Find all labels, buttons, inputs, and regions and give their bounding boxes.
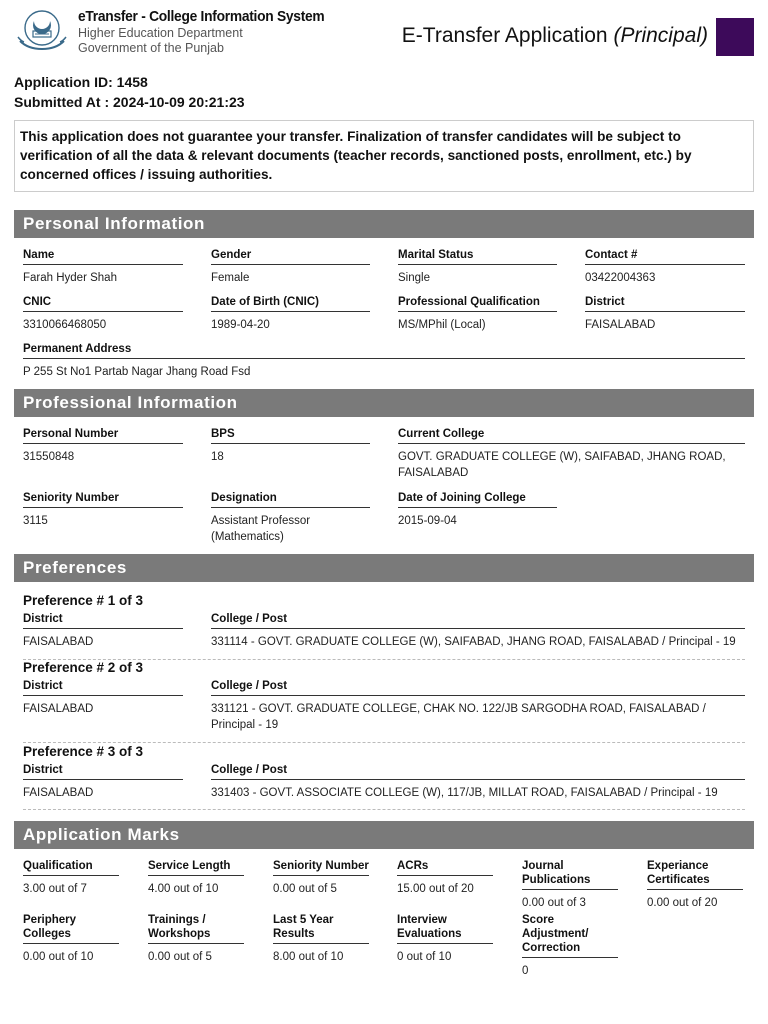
mark-value: 0 out of 10 — [397, 951, 452, 963]
field-label: District — [585, 295, 745, 312]
field-label: District — [23, 763, 183, 780]
field-label: College / Post — [211, 612, 745, 629]
mark-acrs — [397, 859, 493, 897]
department-name: Higher Education Department — [78, 26, 243, 40]
mark-label: Service Length — [148, 859, 244, 876]
field-label: Designation — [211, 491, 370, 508]
field-label: Gender — [211, 248, 370, 265]
mark-label: Last 5 Year Results — [273, 913, 369, 944]
mark-periphery-colleges — [23, 913, 119, 965]
field-value: Single — [398, 272, 430, 284]
field-label: District — [23, 612, 183, 629]
mark-experience-certificates — [647, 859, 743, 911]
field-value: Assistant Professor (Mathematics) — [211, 515, 311, 543]
field-value: GOVT. GRADUATE COLLEGE (W), SAIFABAD, JHANG ROAD, FAISALABAD — [398, 451, 726, 479]
mark-value: 0 — [522, 965, 529, 977]
field-value: 1989-04-20 — [211, 319, 270, 331]
page-title — [402, 24, 708, 48]
mark-label: ACRs — [397, 859, 493, 876]
mark-seniority-number — [273, 859, 369, 897]
mark-trainings-workshops — [148, 913, 244, 965]
submitted-at: Submitted At : 2024-10-09 20:21:23 — [14, 94, 245, 110]
contact-field — [585, 248, 745, 286]
field-value: 18 — [211, 451, 224, 463]
field-label: District — [23, 679, 183, 696]
mark-label: Score Adjustment/ Correction — [522, 913, 618, 958]
mark-value: 4.00 out of 10 — [148, 883, 219, 895]
mark-label: Periphery Colleges — [23, 913, 119, 944]
mark-value: 0.00 out of 10 — [23, 951, 94, 963]
preference-college-field — [211, 612, 745, 650]
mark-value: 0.00 out of 5 — [273, 883, 337, 895]
field-value: Female — [211, 272, 250, 284]
field-value: FAISALABAD — [23, 787, 94, 799]
field-label: Current College — [398, 427, 745, 444]
field-label: CNIC — [23, 295, 183, 312]
brand-block — [78, 8, 346, 55]
mark-journal-publications — [522, 859, 618, 911]
punjab-emblem-icon — [14, 7, 70, 55]
field-value: 331403 - GOVT. ASSOCIATE COLLEGE (W), 117/JB, MILLAT ROAD, FAISALABAD / Principal - 19 — [211, 787, 718, 799]
mark-label: Experiance Certificates — [647, 859, 743, 890]
application-info — [14, 72, 245, 112]
preference-divider — [23, 742, 745, 743]
bps-field — [211, 427, 370, 465]
field-value: P 255 St No1 Partab Nagar Jhang Road Fsd — [23, 366, 251, 378]
field-value: 3310066468050 — [23, 319, 107, 331]
personal-information-heading: Personal Information — [14, 210, 754, 238]
page-title-role: (Principal) — [613, 24, 708, 47]
personal-number-field — [23, 427, 183, 465]
field-label: Professional Qualification — [398, 295, 557, 312]
field-value: Farah Hyder Shah — [23, 272, 117, 284]
field-label: Permanent Address — [23, 342, 745, 359]
field-label: College / Post — [211, 679, 745, 696]
field-label: Date of Joining College — [398, 491, 557, 508]
field-value: FAISALABAD — [585, 319, 656, 331]
field-value: 2015-09-04 — [398, 515, 457, 527]
mark-label: Qualification — [23, 859, 119, 876]
field-value: 31550848 — [23, 451, 75, 463]
field-value: 331114 - GOVT. GRADUATE COLLEGE (W), SAIFABAD, JHANG ROAD, FAISALABAD / Principal - 19 — [211, 636, 736, 648]
mark-label: Journal Publications — [522, 859, 618, 890]
preference-district-field — [23, 679, 183, 717]
mark-service-length — [148, 859, 244, 897]
field-value: 03422004363 — [585, 272, 656, 284]
mark-label: Seniority Number — [273, 859, 369, 876]
mark-value: 8.00 out of 10 — [273, 951, 344, 963]
page-title-main: E-Transfer Application — [401, 24, 608, 47]
application-marks-heading: Application Marks — [14, 821, 754, 849]
accent-square — [716, 18, 754, 56]
preference-district-field — [23, 612, 183, 650]
field-label: Name — [23, 248, 183, 265]
preferences-heading: Preferences — [14, 554, 754, 582]
field-value: FAISALABAD — [23, 636, 94, 648]
field-value: 331121 - GOVT. GRADUATE COLLEGE, CHAK NO. 122/JB SARGODHA ROAD, FAISALABAD / Principal - 19 — [211, 703, 706, 731]
field-label: Seniority Number — [23, 491, 183, 508]
seniority-number-field — [23, 491, 183, 529]
application-id: Application ID: 1458 — [14, 74, 148, 90]
preference-divider — [23, 809, 745, 810]
mark-value: 0.00 out of 5 — [148, 951, 212, 963]
field-label: Contact # — [585, 248, 745, 265]
preference-title: Preference # 3 of 3 — [23, 744, 144, 759]
professional-information-heading: Professional Information — [14, 389, 754, 417]
name-field — [23, 248, 183, 286]
designation-field — [211, 491, 370, 545]
mark-qualification — [23, 859, 119, 897]
preference-title: Preference # 2 of 3 — [23, 660, 144, 675]
field-value: FAISALABAD — [23, 703, 94, 715]
mark-label: Interview Evaluations — [397, 913, 493, 944]
cnic-field — [23, 295, 183, 333]
disclaimer-notice: This application does not guarantee your transfer. Finalization of transfer candidates will be subject to verification of all the data & relevant documents (teacher records, sanctioned posts, enrollment, etc.) by concerned offices / issuing authorities. — [14, 120, 754, 192]
mark-value: 0.00 out of 3 — [522, 897, 586, 909]
mark-last-5-year-results — [273, 913, 369, 965]
page-header — [0, 0, 768, 68]
field-label: BPS — [211, 427, 370, 444]
dob-field — [211, 295, 370, 333]
current-college-field — [398, 427, 745, 481]
marital-status-field — [398, 248, 557, 286]
field-label: Personal Number — [23, 427, 183, 444]
mark-value: 0.00 out of 20 — [647, 897, 718, 909]
mark-label: Trainings / Workshops — [148, 913, 244, 944]
preference-college-field — [211, 679, 745, 733]
field-label: Marital Status — [398, 248, 557, 265]
government-name: Government of the Punjab — [78, 41, 224, 55]
address-field — [23, 342, 745, 380]
district-field — [585, 295, 745, 333]
gender-field — [211, 248, 370, 286]
field-value: 3115 — [23, 515, 48, 527]
qualification-field — [398, 295, 557, 333]
system-name: eTransfer - College Information System — [78, 8, 325, 25]
preference-college-field — [211, 763, 745, 801]
date-of-joining-field — [398, 491, 557, 529]
mark-score-adjustment — [522, 913, 618, 979]
mark-value: 15.00 out of 20 — [397, 883, 474, 895]
mark-value: 3.00 out of 7 — [23, 883, 87, 895]
field-value: MS/MPhil (Local) — [398, 319, 486, 331]
field-label: Date of Birth (CNIC) — [211, 295, 370, 312]
mark-interview-evaluations — [397, 913, 493, 965]
preference-district-field — [23, 763, 183, 801]
field-label: College / Post — [211, 763, 745, 780]
preference-title: Preference # 1 of 3 — [23, 593, 144, 608]
